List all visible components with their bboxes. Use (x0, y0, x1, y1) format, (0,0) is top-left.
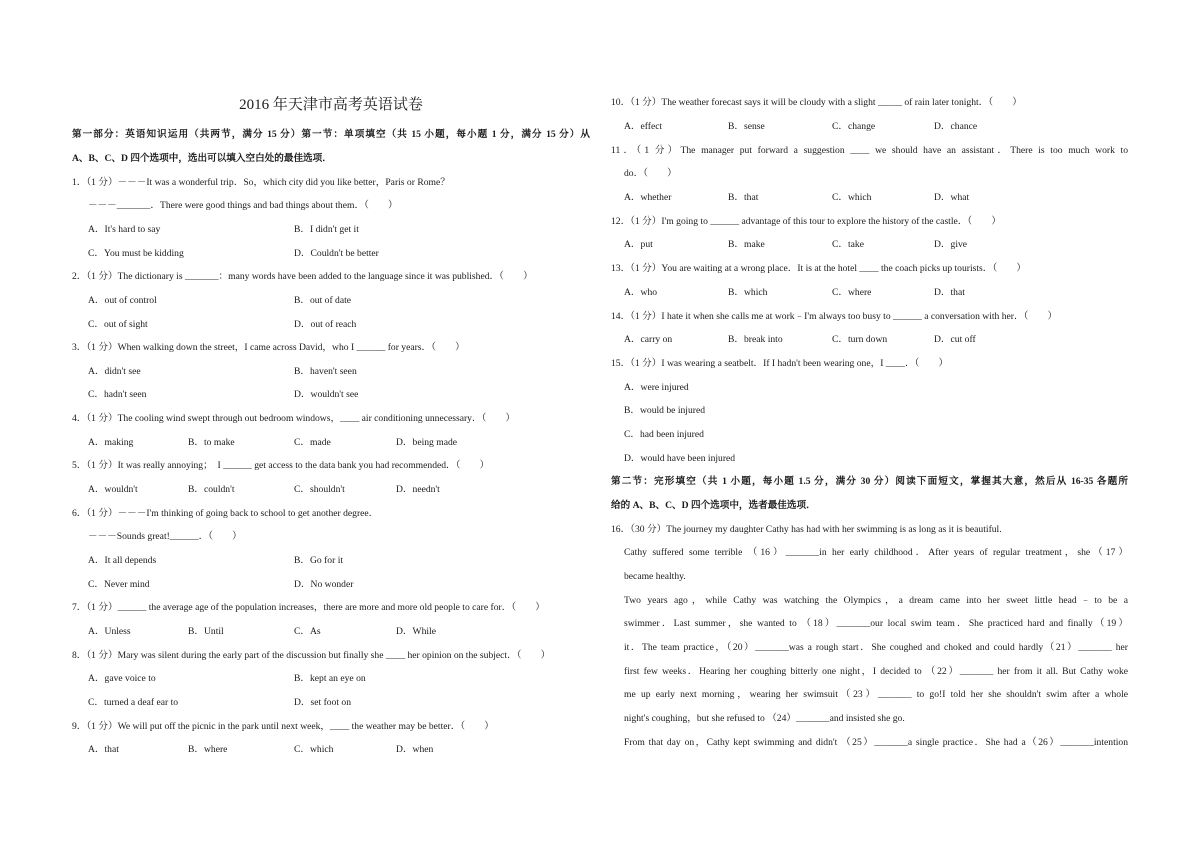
q15-option-d[interactable]: D．would have been injured (624, 453, 736, 464)
q7-option-a[interactable]: A．Unless (88, 626, 131, 637)
q12-option-a[interactable]: A．put (624, 239, 653, 250)
part1-instructions-cont: A、B、C、D 四个选项中，选出可以填入空白处的最佳选项． (72, 153, 332, 164)
q9-option-a[interactable]: A．that (88, 744, 119, 755)
q4-option-a[interactable]: A．making (88, 437, 134, 448)
q13-option-b[interactable]: B．which (728, 287, 768, 298)
q6-option-c[interactable]: C．Never mind (88, 579, 150, 590)
passage-line-4: swimmer．Last summer，she wanted to （18）_______our local swim team．She practiced hard and finally（19） (624, 618, 1128, 629)
passage-line-2: became healthy. (624, 571, 686, 582)
q10-option-d[interactable]: D．chance (934, 121, 978, 132)
question-6: 6．（1 分）－－－I'm thinking of going back to school to get another degree． (72, 508, 379, 519)
q10-option-c[interactable]: C．change (832, 121, 876, 132)
q13-option-c[interactable]: C．where (832, 287, 872, 298)
question-1: 1．（1 分）－－－It was a wonderful trip．So，which city did you like better，Paris or Rome？ (72, 177, 450, 188)
q8-option-b[interactable]: B．kept an eye on (294, 673, 366, 684)
q14-option-b[interactable]: B．break into (728, 334, 783, 345)
q5-option-d[interactable]: D．needn't (396, 484, 440, 495)
passage-line-1: Cathy suffered some terrible （16）_______in her early childhood．After years of regular treatment，she（17） (624, 547, 1128, 558)
question-16: 16．（30 分）The journey my daughter Cathy has had with her swimming is as long as it is beautiful. (611, 524, 1002, 535)
q4-option-c[interactable]: C．made (294, 437, 331, 448)
q7-option-b[interactable]: B．Until (188, 626, 224, 637)
q3-option-c[interactable]: C．hadn't seen (88, 389, 147, 400)
q14-option-a[interactable]: A．carry on (624, 334, 673, 345)
page-title: 2016 年天津市高考英语试卷 (239, 97, 423, 113)
passage-line-7: me up early next morning，wearing her swimsuit（23）_______ to go!I told her she shouldn't swim after a whole (624, 689, 1128, 700)
question-8: 8．（1 分）Mary was silent during the early part of the discussion but finally she ____ her opinion on the subject．（ ） (72, 650, 551, 661)
q13-option-d[interactable]: D．that (934, 287, 965, 298)
q12-option-c[interactable]: C．take (832, 239, 864, 250)
question-3: 3．（1 分）When walking down the street，I came across David，who I ______ for years．（ ） (72, 342, 465, 353)
q4-option-d[interactable]: D．being made (396, 437, 458, 448)
q1-option-a[interactable]: A．It's hard to say (88, 224, 161, 235)
q11-option-a[interactable]: A．whether (624, 192, 672, 203)
q11-option-b[interactable]: B．that (728, 192, 759, 203)
question-10: 10．（1 分）The weather forecast says it will be cloudy with a slight _____ of rain later tonight．（ ） (611, 97, 1022, 108)
q7-option-d[interactable]: D．While (396, 626, 436, 637)
q10-option-b[interactable]: B．sense (728, 121, 765, 132)
passage-line-6: first few weeks．Hearing her coughing bitterly one night，I decided to （22）_______ her from it all. But Cathy woke (624, 666, 1128, 677)
q14-option-d[interactable]: D．cut off (934, 334, 976, 345)
q6-option-a[interactable]: A．It all depends (88, 555, 157, 566)
q3-option-d[interactable]: D．wouldn't see (294, 389, 359, 400)
question-15: 15．（1 分）I was wearing a seatbelt．If I hadn't been wearing one，I ____．（ ） (611, 358, 949, 369)
q3-option-b[interactable]: B．haven't seen (294, 366, 357, 377)
q15-option-a[interactable]: A．were injured (624, 382, 689, 393)
q2-option-c[interactable]: C．out of sight (88, 319, 148, 330)
q12-option-b[interactable]: B．make (728, 239, 765, 250)
q2-option-d[interactable]: D．out of reach (294, 319, 357, 330)
passage-line-3: Two years ago，while Cathy was watching the Olympics，a dream came into her sweet little head﹣to be a (624, 595, 1128, 606)
q10-option-a[interactable]: A．effect (624, 121, 663, 132)
question-11-cont: do．（ ） (624, 168, 677, 179)
part2-instructions: 第二节：完形填空（共 1 小题，每小题 1.5 分，满分 30 分）阅读下面短文，掌握其大意，然后从 16-35 各题所 (611, 476, 1128, 487)
q2-option-a[interactable]: A．out of control (88, 295, 157, 306)
q6-option-b[interactable]: B．Go for it (294, 555, 344, 566)
q5-option-c[interactable]: C．shouldn't (294, 484, 345, 495)
question-12: 12．（1 分）I'm going to ______ advantage of this tour to explore the history of the castle．（ ） (611, 216, 1001, 227)
q15-option-c[interactable]: C．had been injured (624, 429, 704, 440)
question-13: 13．（1 分）You are waiting at a wrong place．It is at the hotel ____ the coach picks up tourists．（ ） (611, 263, 1026, 274)
q7-option-c[interactable]: C．As (294, 626, 321, 637)
question-7: 7．（1 分）______ the average age of the population increases，there are more and more old people to care for．（ ） (72, 602, 545, 613)
question-5: 5．（1 分）It was really annoying； I ______ get access to the data bank you had recommended．（ ） (72, 460, 490, 471)
part2-instructions-cont: 给的 A、B、C、D 四个选项中，选者最佳选项． (611, 500, 816, 511)
passage-line-8: night's coughing，but she refused to （24）_______and insisted she go. (624, 713, 905, 724)
q8-option-c[interactable]: C．turned a deaf ear to (88, 697, 179, 708)
q2-option-b[interactable]: B．out of date (294, 295, 352, 306)
q9-option-c[interactable]: C．which (294, 744, 334, 755)
q5-option-b[interactable]: B．couldn't (188, 484, 235, 495)
question-4: 4．（1 分）The cooling wind swept through out bedroom windows，____ air conditioning unnecessary．（ ） (72, 413, 516, 424)
q6-option-d[interactable]: D．No wonder (294, 579, 354, 590)
q13-option-a[interactable]: A．who (624, 287, 658, 298)
q1-option-c[interactable]: C．You must be kidding (88, 248, 184, 259)
passage-line-9: From that day on，Cathy kept swimming and didn't （25）_______a single practice．She had a（26）_______intention (624, 737, 1128, 748)
part1-instructions: 第一部分：英语知识运用（共两节，满分 15 分）第一节：单项填空（共 15 小题，每小题 1 分，满分 15 分）从 (72, 129, 590, 140)
q14-option-c[interactable]: C．turn down (832, 334, 888, 345)
q15-option-b[interactable]: B．would be injured (624, 405, 706, 416)
question-1-cont: －－－_______．There were good things and bad things about them．（ ） (88, 200, 398, 211)
question-6-cont: －－－Sounds great!______．（ ） (88, 531, 242, 542)
q12-option-d[interactable]: D．give (934, 239, 968, 250)
question-9: 9．（1 分）We will put off the picnic in the park until next week，____ the weather may be better．（ ） (72, 721, 494, 732)
q3-option-a[interactable]: A．didn't see (88, 366, 141, 377)
q4-option-b[interactable]: B．to make (188, 437, 235, 448)
q8-option-a[interactable]: A．gave voice to (88, 673, 156, 684)
q9-option-d[interactable]: D．when (396, 744, 434, 755)
question-2: 2．（1 分）The dictionary is _______：many words have been added to the language since it was published．（ ） (72, 271, 533, 282)
q11-option-c[interactable]: C．which (832, 192, 872, 203)
q5-option-a[interactable]: A．wouldn't (88, 484, 138, 495)
q9-option-b[interactable]: B．where (188, 744, 228, 755)
q1-option-d[interactable]: D．Couldn't be better (294, 248, 379, 259)
passage-line-5: it．The team practice，（20）_______was a rough start．She coughed and choked and could hardly（21）_______ her (624, 642, 1128, 653)
question-11: 11．（1 分）The manager put forward a suggestion ____ we should have an assistant．There is too much work to (611, 145, 1128, 156)
q8-option-d[interactable]: D．set foot on (294, 697, 352, 708)
question-14: 14．（1 分）I hate it when she calls me at work﹣I'm always too busy to ______ a conversation with her．（ ） (611, 311, 1058, 322)
q1-option-b[interactable]: B．I didn't get it (294, 224, 359, 235)
q11-option-d[interactable]: D．what (934, 192, 970, 203)
